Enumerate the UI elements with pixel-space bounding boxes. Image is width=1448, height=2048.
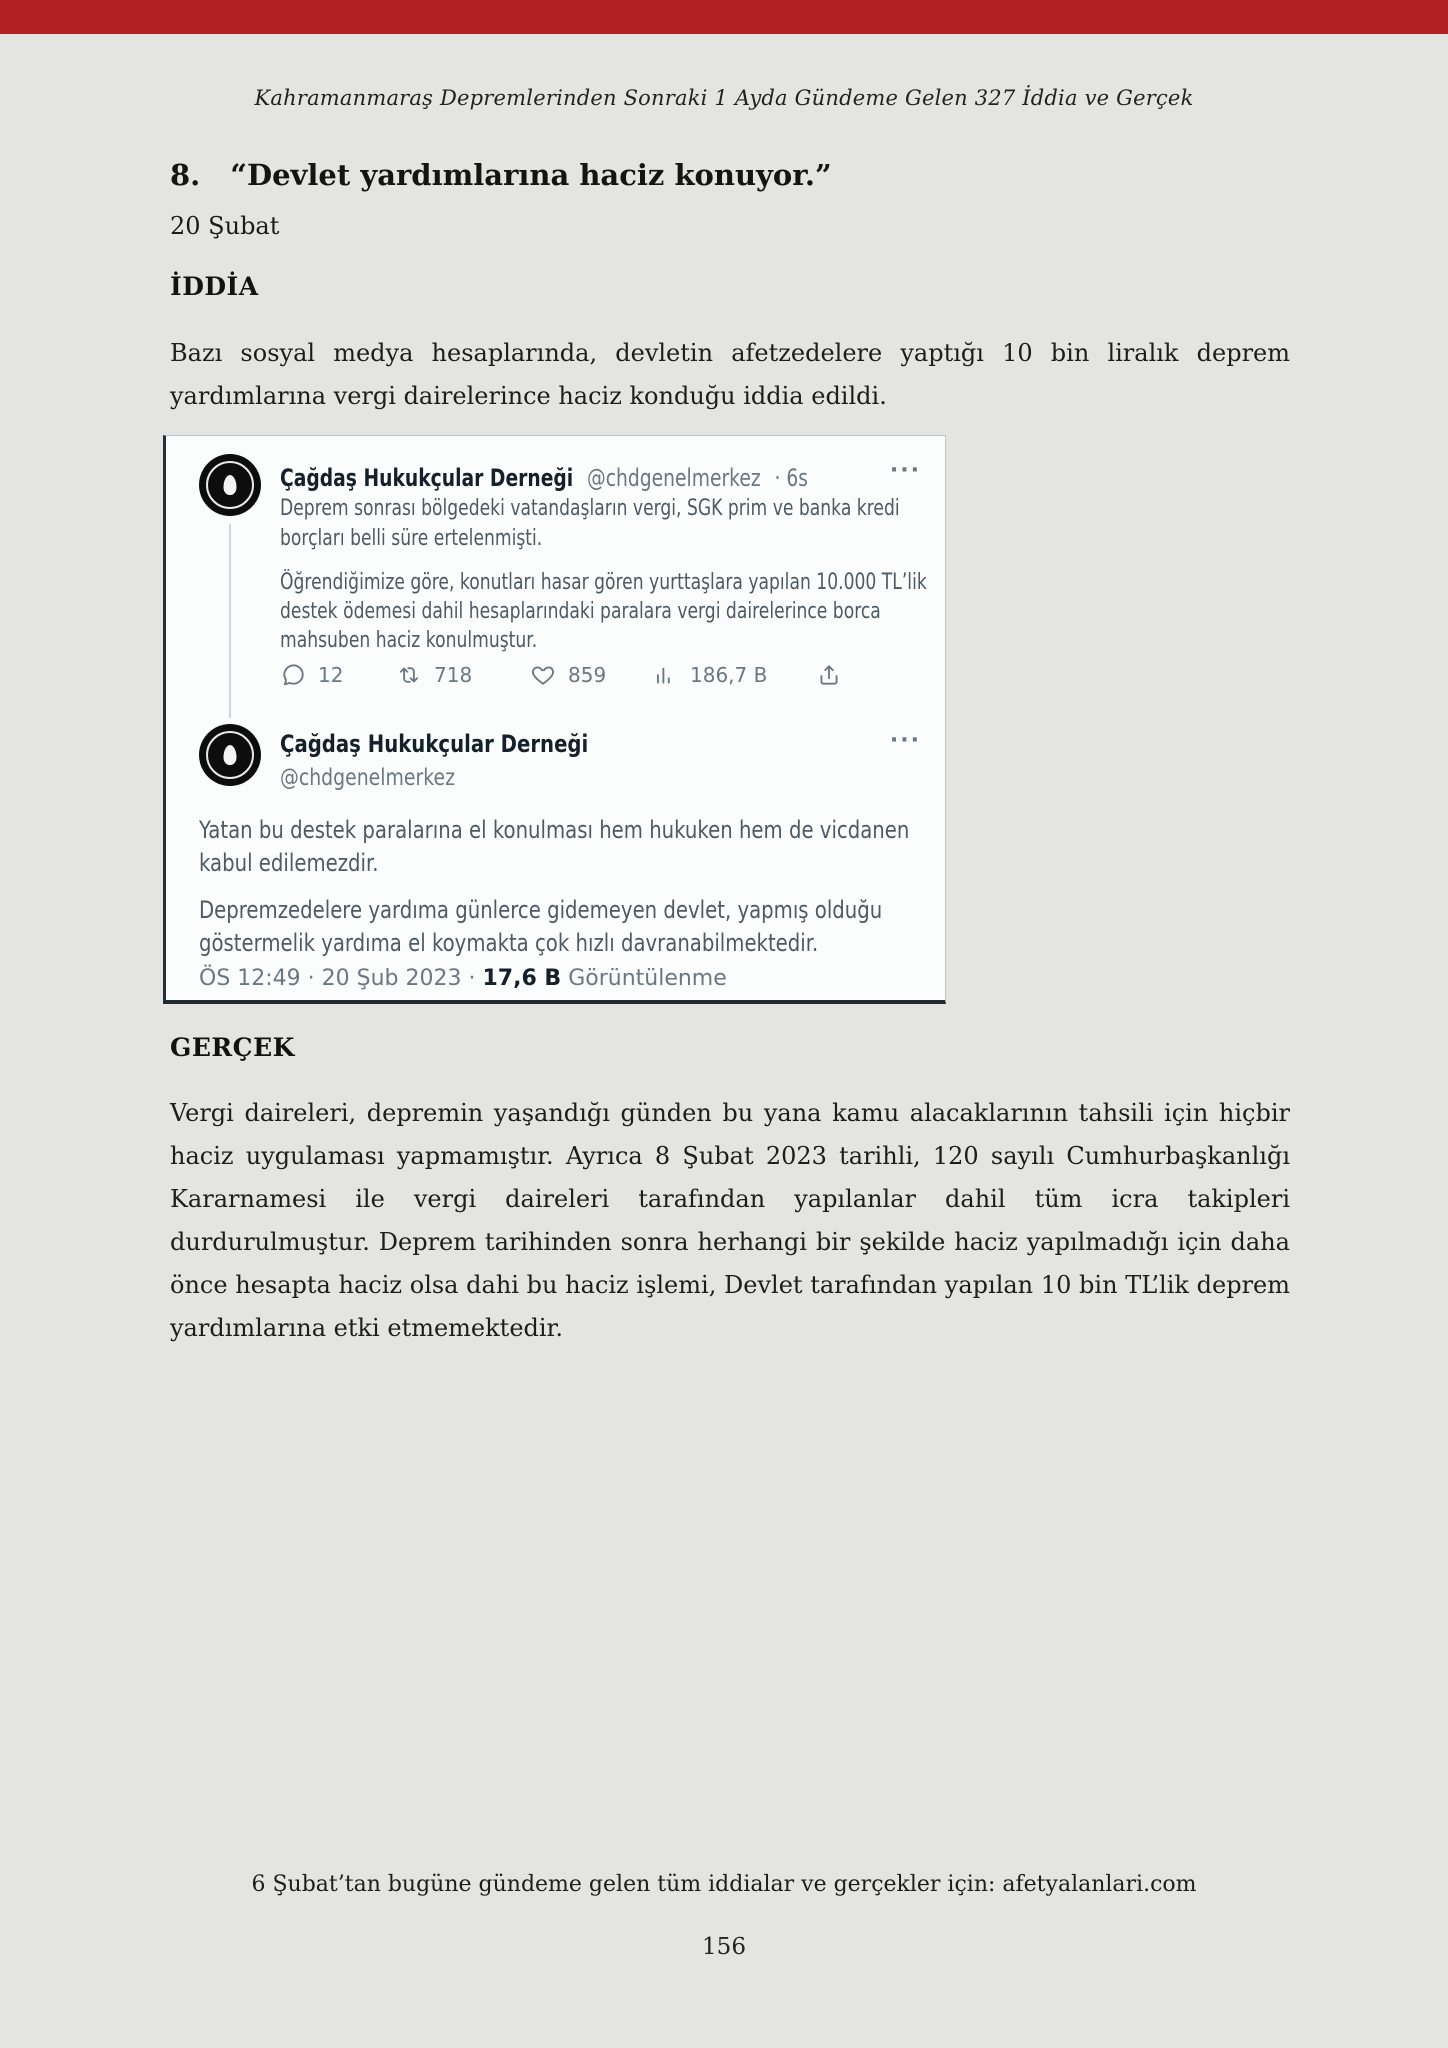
footer-note: 6 Şubat’tan bugüne gündeme gelen tüm iddialar ve gerçekler için: afetyalanlari.com [251,1872,1197,1897]
gercek-heading: GERÇEK [170,1033,295,1062]
claim-number: 8. [170,158,201,192]
tweet-screenshot [163,435,946,1004]
like-stat [530,662,606,688]
iddia-heading: İDDİA [170,272,259,301]
reply-stat [280,662,343,688]
running-header: Kahramanmaraş Depremlerinden Sonraki 1 Ayda Gündeme Gelen 327 İddia ve Gerçek [254,86,1194,110]
page-number: 156 [702,1934,746,1960]
reply-icon [280,662,306,688]
claim-date: 20 Şubat [170,212,280,240]
tweet2-author-name: Çağdaş Hukukçular Derneği [280,730,589,758]
tweet2-views-count: 17,6 B [482,966,562,991]
heart-icon [530,662,556,688]
gercek-paragraph: Vergi daireleri, depremin yaşandığı günden bu yana kamu alacaklarının tahsili için hiçbir haciz uygulaması yapmamıştır. Ayrıca 8 Şubat 2023 tarihli, 120 sayılı Cumhurbaşkanlığı Kararnamesi ile vergi daireleri tarafından yapılanlar dahil tüm icra takipleri durdurulmuştur. Deprem tarihinden sonra herhangi bir şekilde haciz yapılmadığı için daha önce hesapta haciz olsa dahi bu haciz işlemi, Devlet tarafından yapılan 10 bin TL’lik deprem yardımlarına etki etmemektedir. [170,1099,1290,1342]
tweet1-header [280,464,904,492]
tweet1-text-paragraph-2: Öğrendiğimize göre, konutları hasar gören yurttaşlara yapılan 10.000 TL’lik destek ödemesi dahil hesaplarındaki paralara vergi dairelerince borca mahsuben haciz konulmuştur. [280,570,927,653]
more-options-icon-reply: ··· [889,728,921,753]
iddia-paragraph: Bazı sosyal medya hesaplarında, devletin afetzedelere yaptığı 10 bin liralık deprem yardımlarına vergi dairelerince haciz konduğu iddia edildi. [170,339,1290,410]
tweet2-text-paragraph-2: Depremzedelere yardıma günlerce gidemeyen devlet, yapmış olduğu göstermelik yardıma el koymakta çok hızlı davranabilmektedir. [199,896,883,957]
retweet-count: 718 [434,663,473,687]
tweet1-handle: @chdgenelmerkez [586,464,761,492]
retweet-icon [396,662,422,688]
views-stat [652,662,767,688]
tweet1-text-paragraph-1: Deprem sonrası bölgedeki vatandaşların vergi, SGK prim ve banka kredi borçları belli süre ertelenmişti. [280,496,900,551]
tweet1-author-name: Çağdaş Hukukçular Derneği [280,464,574,492]
claim-title-text: “Devlet yardımlarına haciz konuyor.” [230,158,832,192]
tweet2-views-label: Görüntülenme [568,966,727,991]
tweet2-handle: @chdgenelmerkez [280,765,456,791]
retweet-stat [396,662,472,688]
more-options-icon: ··· [889,458,921,483]
tweet2-header [280,730,588,791]
share-action [816,662,842,688]
share-icon [816,662,842,688]
like-count: 859 [568,663,607,687]
avatar-chd-logo [199,454,261,516]
page-top-red-bar [0,0,1448,34]
reply-count: 12 [318,663,344,687]
avatar-chd-logo-reply [199,724,261,786]
tweet2-text-paragraph-1: Yatan bu destek paralarına el konulması hem hukuken hem de vicdanen kabul edilemezdir. [199,816,910,877]
claim-title [170,158,1328,192]
tweet2-meta-row [199,966,727,991]
tweet2-time-date: ÖS 12:49 · 20 Şub 2023 · [199,966,476,991]
tweet1-action-bar [166,662,946,692]
views-count: 186,7 B [690,663,768,687]
views-bar-chart-icon [652,662,678,688]
tweet1-timestamp: · 6s [774,464,809,492]
